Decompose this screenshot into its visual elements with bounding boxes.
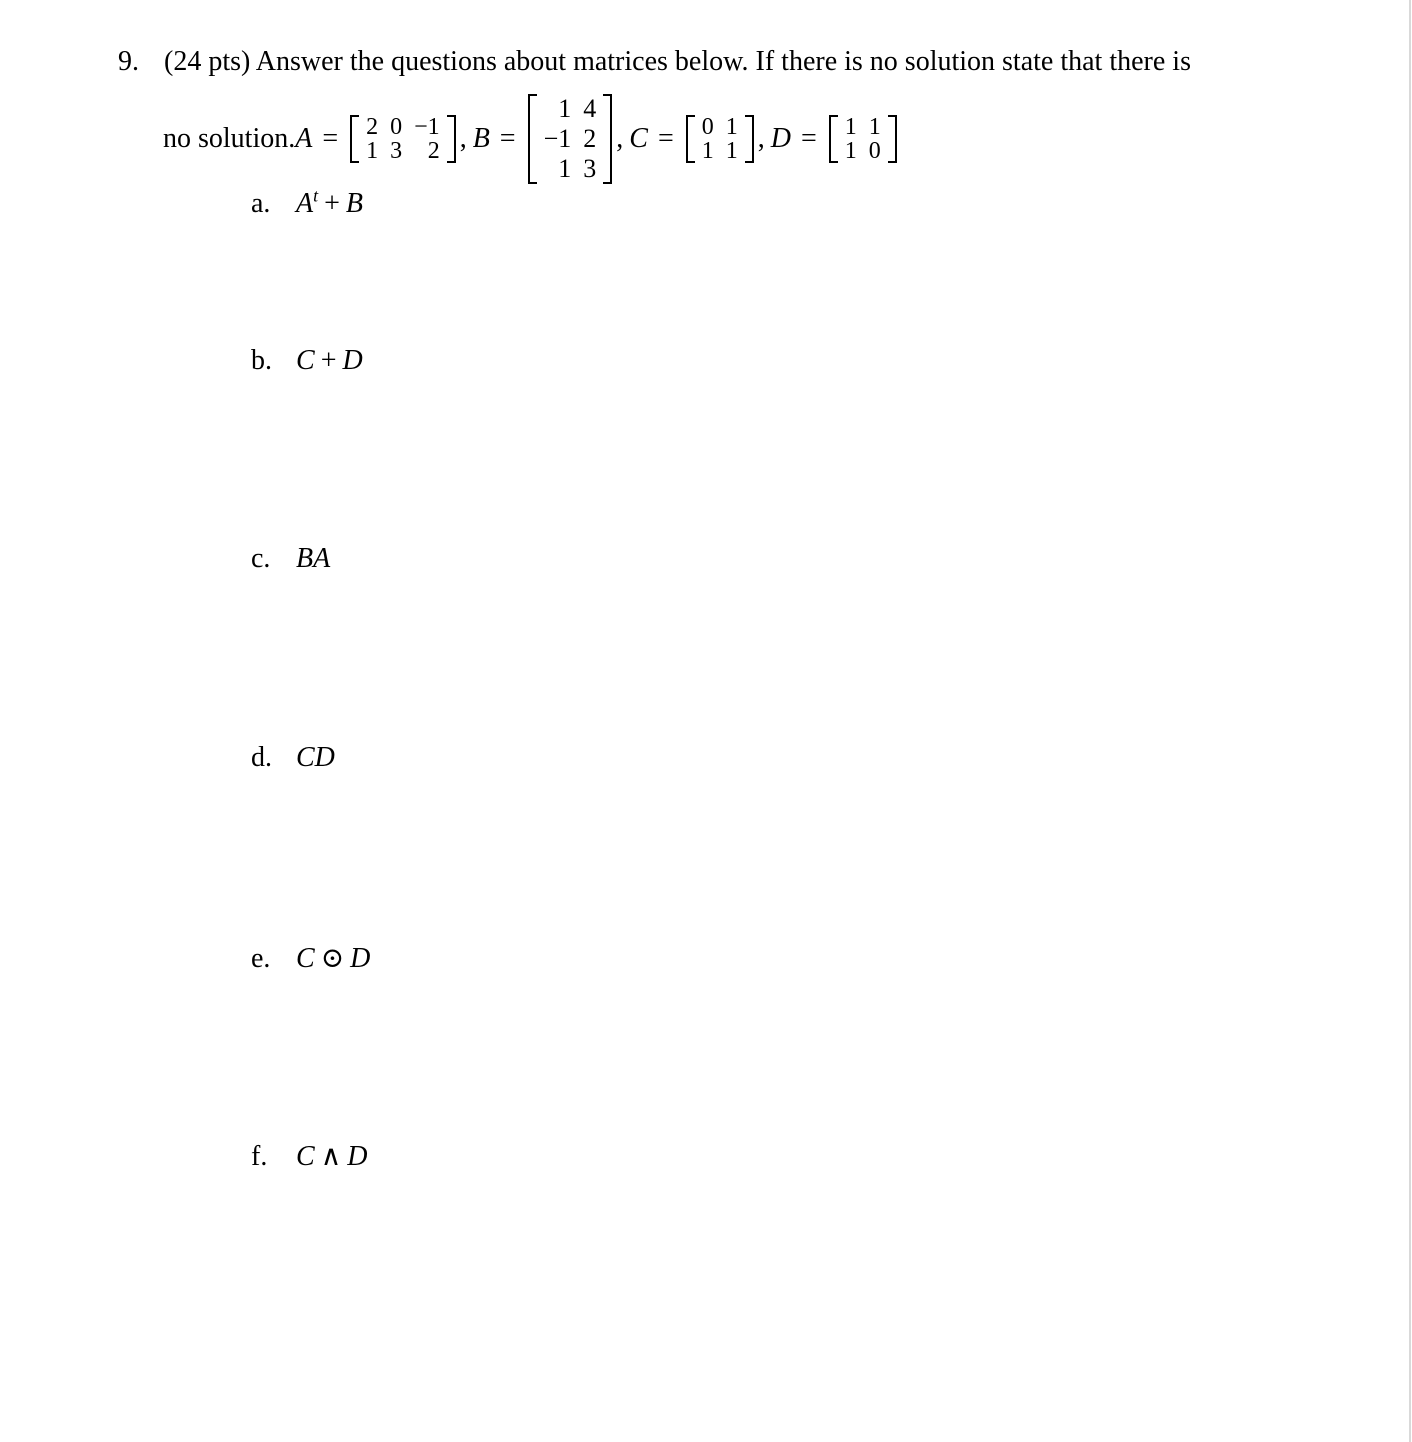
operator: +: [324, 188, 340, 220]
matrix-cell: 1: [725, 138, 738, 164]
question-text: (24 pts) Answer the questions about matrices below. If there is no solution state that there is: [164, 46, 1191, 77]
operator: ⊙: [320, 943, 345, 974]
matrix-c: [684, 115, 756, 163]
operand: CD: [296, 742, 335, 773]
part-c: [251, 543, 330, 575]
operand-right: B: [345, 188, 364, 220]
matrix-cell: 0: [701, 114, 714, 140]
matrix-cell: 1: [725, 114, 738, 140]
matrix-c-name: C: [629, 123, 648, 154]
matrix-cell: 1: [701, 138, 714, 164]
matrix-d-name: D: [770, 123, 791, 154]
question-line-1: [118, 46, 1191, 78]
operand-left: A: [296, 188, 314, 220]
part-label: d.: [251, 742, 272, 773]
matrix-cell: 1: [844, 114, 857, 140]
equals-sign: =: [657, 123, 674, 154]
matrix-cell: 3: [390, 138, 403, 164]
operand-right: D: [342, 345, 363, 376]
transpose-superscript: t: [313, 186, 319, 206]
part-d: [251, 742, 335, 774]
question-text-cont: no solution.: [163, 123, 296, 154]
operand-right: D: [347, 1141, 368, 1172]
question-number: 9.: [118, 46, 139, 77]
part-f: [251, 1139, 367, 1173]
matrix-d: [827, 115, 899, 163]
part-expression: [296, 742, 335, 773]
comma: ,: [757, 123, 765, 154]
matrix-a-name: A: [295, 123, 313, 154]
operand: BA: [296, 543, 331, 574]
comma: ,: [459, 123, 467, 154]
matrix-cell: 4: [583, 94, 597, 123]
part-expression: [296, 543, 330, 574]
part-label: f.: [251, 1141, 268, 1172]
matrix-cell: 1: [558, 154, 572, 183]
part-expression: [296, 1141, 367, 1172]
matrix-a: [348, 115, 458, 163]
operand-left: C: [296, 943, 315, 974]
matrix-cell: 1: [558, 94, 572, 123]
matrix-cell: 1: [366, 138, 379, 164]
operand-right: D: [350, 943, 371, 974]
matrix-cell: 2: [583, 124, 597, 153]
part-expression: [296, 188, 363, 219]
part-label: a.: [251, 188, 271, 220]
operand-left: C: [296, 1141, 315, 1172]
part-expression: [296, 345, 363, 376]
operator: +: [320, 345, 337, 376]
comma: ,: [616, 123, 624, 154]
part-b: [251, 345, 363, 377]
part-label: b.: [251, 345, 272, 376]
part-e: [251, 941, 370, 975]
matrix-cell: 3: [583, 154, 597, 183]
matrix-b: [526, 94, 615, 184]
part-label: e.: [251, 943, 271, 974]
matrix-cell: −1: [543, 124, 572, 153]
part-a: [251, 186, 363, 220]
matrix-b-name: B: [472, 123, 490, 154]
page-edge-line: [1409, 0, 1411, 1442]
operator: ∧: [320, 1141, 342, 1172]
matrix-cell: 2: [366, 114, 379, 140]
equals-sign: =: [322, 123, 339, 154]
matrix-cell: −1: [414, 114, 440, 140]
part-expression: [296, 943, 370, 974]
matrix-cell: 1: [868, 114, 881, 140]
matrix-cell: 1: [844, 138, 857, 164]
matrix-cell: 0: [868, 138, 881, 164]
matrix-cell: 0: [390, 114, 403, 140]
equals-sign: =: [800, 123, 817, 154]
matrix-cell: 2: [427, 138, 440, 164]
operand-left: C: [296, 345, 315, 376]
equals-sign: =: [499, 123, 516, 154]
question-line-2: [163, 84, 899, 194]
part-label: c.: [251, 543, 271, 574]
